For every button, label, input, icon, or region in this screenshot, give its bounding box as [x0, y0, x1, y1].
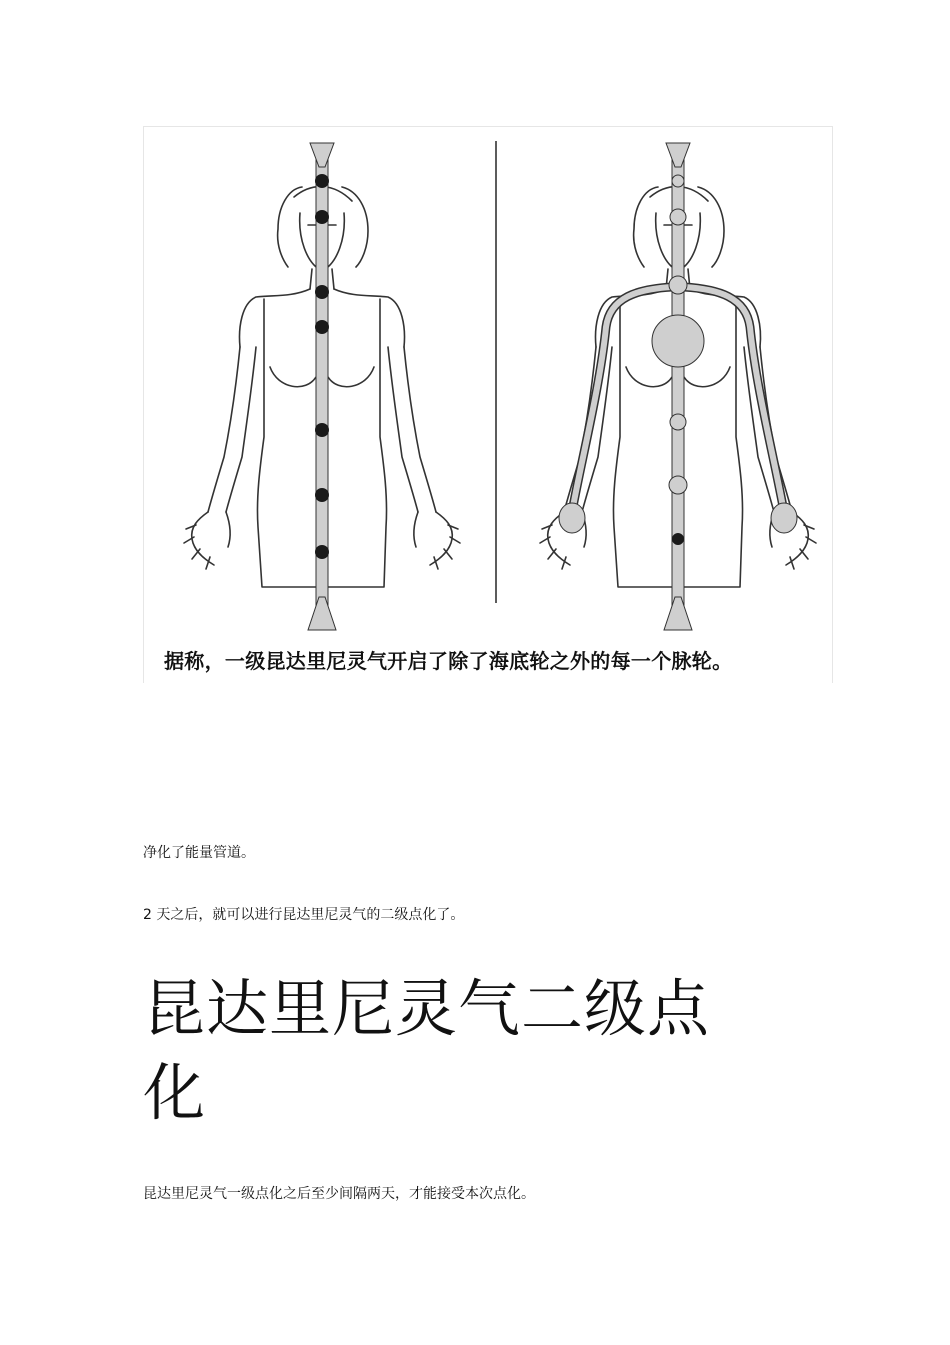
chakra-illustration: [143, 126, 833, 683]
paragraph-interval: 昆达里尼灵气一级点化之后至少间隔两天，才能接受本次点化。: [143, 1186, 535, 1202]
section-heading: [143, 967, 743, 1135]
chakra-diagram: [144, 127, 832, 683]
heading-line-1: 昆达里尼灵气二级点: [143, 972, 711, 1045]
paragraph-after-two-days: 2 天之后，就可以进行昆达里尼灵气的二级点化了。: [143, 907, 465, 923]
right-figure: [540, 143, 816, 630]
left-figure: [184, 143, 460, 630]
heading-line-2: 化: [143, 1056, 207, 1129]
figure-caption: 据称，一级昆达里尼灵气开启了除了海底轮之外的每一个脉轮。: [164, 649, 733, 673]
paragraph-cleanse: 净化了能量管道。: [143, 845, 255, 861]
